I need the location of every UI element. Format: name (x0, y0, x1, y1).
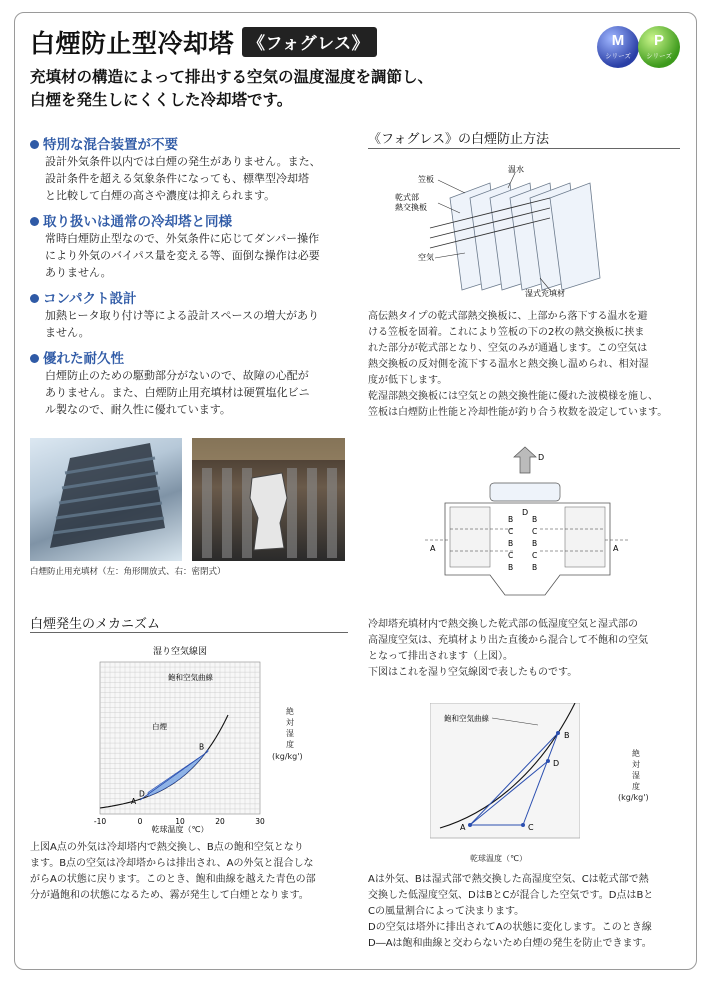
fill-photo-closed-illustration (192, 438, 345, 561)
feature-item (30, 210, 350, 281)
chart2-point-label: D (553, 759, 560, 768)
para-line: ます。B点の空気は冷却塔からは排出され、Aの外気と混合しな (30, 858, 314, 869)
body-line: 常時白煙防止型なので、外気条件に応じてダンパー操作 (45, 232, 320, 245)
chart1-x-tick: 0 (137, 817, 143, 826)
ylabel-char: 度 (632, 782, 640, 791)
photo-caption: 白煙防止用充填材（左：角形開放式、右：密閉式） (30, 567, 226, 577)
para-line: 冷却塔充填材内で熱交換した乾式部の低湿度空気と湿式部の (368, 619, 638, 630)
label-dry-2: 熱交換板 (395, 203, 427, 212)
method-heading-rule (368, 148, 680, 149)
body-line: ません。 (45, 326, 90, 339)
tower-col-right-label: B (532, 515, 538, 524)
body-line: と比較して白煙の高さや濃度は抑えられます。 (45, 189, 276, 202)
tower-col-left-label: C (508, 527, 514, 536)
chart1-x-tick: 30 (255, 817, 265, 826)
mechanism-heading-rule (30, 632, 348, 633)
body-line: ありません。 (45, 266, 112, 279)
arrow-up-icon (514, 447, 536, 473)
chart2-point-label: B (564, 731, 570, 740)
chart1-x-tick: -10 (93, 817, 107, 826)
bullet-icon (30, 294, 39, 303)
bullet-icon (30, 140, 39, 149)
tower-diagram (420, 445, 640, 605)
feature-heading-text: コンパクト設計 (43, 291, 137, 307)
bullet-icon (30, 217, 39, 226)
tower-label-a-right: A (613, 544, 619, 553)
ylabel-char: 対 (286, 718, 294, 727)
body-line: 設計条件を超える気象条件になっても、標準型冷却塔 (45, 172, 309, 185)
chart1-xlabel: 乾球温度（℃） (151, 825, 209, 834)
body-line: ありません。また、白煙防止用充填材は硬質塩化ビニ (45, 386, 310, 399)
badge-label: シリーズ (646, 53, 672, 60)
chart1-point-label-b: B (199, 742, 205, 752)
tower-col-left-label: B (508, 539, 514, 548)
body-line: により外気のバイパス量を変える等、面倒な操作は必要 (45, 249, 320, 262)
para-line: Cの風量割合によって決まります。 (368, 906, 525, 917)
feature-heading-text: 取り扱いは通常の冷却塔と同様 (43, 214, 232, 230)
lead-text (30, 66, 433, 112)
tower-col-right-label: B (532, 563, 538, 572)
feature-body (30, 367, 350, 418)
tower-col-right-label: C (532, 527, 538, 536)
ylabel-char: 対 (632, 760, 640, 769)
para-line: となって排出されます（上図）。 (368, 651, 513, 662)
body-line: 白煙防止のための駆動部分がないので、故障の心配が (45, 369, 309, 382)
mechanism-paragraph (30, 840, 350, 904)
badge-letter: P (653, 32, 664, 49)
tower-col-right-label: B (532, 539, 538, 548)
feature-item (30, 287, 350, 341)
chart1-x-tick: 20 (215, 817, 225, 826)
feature-body (30, 230, 350, 281)
tower-label-a-left: A (430, 544, 436, 553)
point-c-marker (521, 823, 525, 827)
para-line: 上図A点の外気は冷却塔内で熱交換し、B点の飽和空気となり (30, 842, 304, 853)
para-line: Dの空気は塔外に排出されてAの状態に変化します。このとき線 (368, 922, 652, 933)
mix-paragraph (368, 617, 688, 681)
feature-list (30, 127, 350, 422)
point-b-marker (556, 731, 560, 735)
mechanism-heading: 白煙発生のメカニズム (30, 617, 161, 632)
feature-heading-text: 優れた耐久性 (43, 351, 124, 367)
chart1-title: 湿り空気線図 (152, 647, 208, 657)
chart1-point-label-d: D (139, 789, 145, 799)
feature-heading (30, 347, 350, 367)
chart1-curve-label: 飽和空気曲線 (168, 673, 213, 682)
ylabel-char: 湿 (286, 729, 294, 738)
chart2-point-label: C (528, 823, 534, 832)
chart1-region-label: 白煙 (152, 722, 167, 731)
bullet-icon (30, 354, 39, 363)
feature-heading (30, 287, 350, 307)
series-badge-m (597, 26, 639, 68)
para-line: 度が低下します。 (368, 375, 448, 386)
para-line: 分が過飽和の状態になるため、霧が発生して白煙となります。 (30, 890, 309, 901)
badge-letter: M (611, 32, 625, 49)
para-line: Aは外気、Bは湿式部で熱交換した高湿度空気、Cは乾式部で熱 (368, 874, 649, 885)
body-line: ル製なので、耐久性に優れています。 (45, 403, 231, 416)
method-paragraph-1 (368, 309, 688, 421)
tower-col-left-label: C (508, 551, 514, 560)
para-line: 乾湿部熱交換板には空気との熱交換性能に優れた波模様を施し、 (368, 391, 658, 402)
para-line: 熱交換板の反対側を流下する温水と熱交換し温められ、相対湿 (368, 359, 649, 370)
para-line: 高伝熱タイプの乾式部熱交換板に、上部から落下する温水を避 (368, 311, 648, 322)
tower-col-left-label: B (508, 563, 514, 572)
para-line: ける笠板を固着。これにより笠板の下の2枚の熱交換板に挟ま (368, 327, 645, 338)
tower-label-d-fan: D (522, 508, 529, 517)
lead-line: 充填材の構造によって排出する空気の温度湿度を調節し、 (30, 68, 434, 86)
method-heading: 《フォグレス》の白煙防止方法 (368, 132, 549, 147)
chart2-xlabel: 乾球温度（℃） (470, 854, 527, 863)
label-dry-1: 乾式部 (395, 193, 419, 202)
series-badge-p (638, 26, 680, 68)
feature-item (30, 133, 350, 204)
feature-heading (30, 133, 350, 153)
fill-photo-closed (192, 438, 345, 561)
tower-col-right-label: C (532, 551, 538, 560)
ylabel-char: 度 (286, 740, 294, 749)
feature-body (30, 153, 350, 204)
para-line: 笠板は白煙防止性能と冷却性能が釣り合う枚数を設定しています。 (368, 407, 668, 418)
title-tag: 《フォグレス》 (242, 27, 377, 57)
chart2-point-label: A (460, 823, 466, 832)
ylabel-char: 湿 (632, 771, 640, 780)
label-wet-fill: 湿式充填材 (525, 289, 565, 298)
label-air: 空気 (418, 253, 434, 262)
para-line: 高湿度空気は、充填材より出た直後から混合して不飽和の空気 (368, 635, 648, 646)
chart1-point-label-a: A (131, 797, 137, 806)
body-line: 加熱ヒータ取り付け等による設計スペースの増大があり (45, 309, 320, 322)
label-baffle: 笠板 (418, 175, 434, 184)
ylabel-char: 絶 (632, 749, 640, 758)
para-line: れた部分が乾式部となり、空気のみが通過します。この空気は (368, 343, 648, 354)
point-a-marker (468, 823, 472, 827)
body-line: 設計外気条件以内では白煙の発生がありません。また、 (45, 155, 321, 168)
lead-line: 白煙を発生しにくくした冷却塔です。 (30, 91, 293, 109)
psychrometric-chart-1 (90, 642, 310, 837)
ylabel-char: 絶 (286, 707, 294, 716)
title-text: 白煙防止型冷却塔 (30, 29, 235, 58)
page-title (30, 24, 377, 60)
chart1-unit: (kg/kg') (272, 752, 303, 761)
point-d-marker (546, 759, 550, 763)
tower-col-left-label: B (508, 515, 514, 524)
exchanger-diagram (390, 158, 630, 298)
chart1-x-tick: 10 (175, 817, 185, 826)
psychrometric-chart-2 (430, 703, 580, 843)
chart2-unit: (kg/kg') (618, 793, 649, 802)
fill-photo-open-illustration (30, 438, 182, 561)
feature-heading (30, 210, 350, 230)
para-line: 交換した低湿度空気、DはBとCが混合した空気です。D点はBと (368, 890, 654, 901)
chart2-curve-label: 飽和空気曲線 (444, 714, 489, 723)
feature-heading-text: 特別な混合装置が不要 (43, 137, 178, 153)
para-line: D―Aは飽和曲線と交わらないため白煙の発生を防止できます。 (368, 938, 652, 949)
chart2-ylabel (632, 748, 644, 792)
feature-item (30, 347, 350, 418)
chart1-ylabel (286, 706, 298, 750)
feature-body (30, 307, 350, 341)
label-warm-water: 温水 (508, 165, 524, 174)
para-line: がらAの状態に戻ります。このとき、飽和曲線を越えた青色の部 (30, 874, 316, 885)
tower-label-d-top: D (538, 453, 545, 462)
badge-label: シリーズ (605, 53, 631, 60)
para-line: 下図はこれを湿り空気線図で表したものです。 (368, 667, 578, 678)
fill-photo-open (30, 438, 182, 561)
final-paragraph (368, 872, 688, 952)
